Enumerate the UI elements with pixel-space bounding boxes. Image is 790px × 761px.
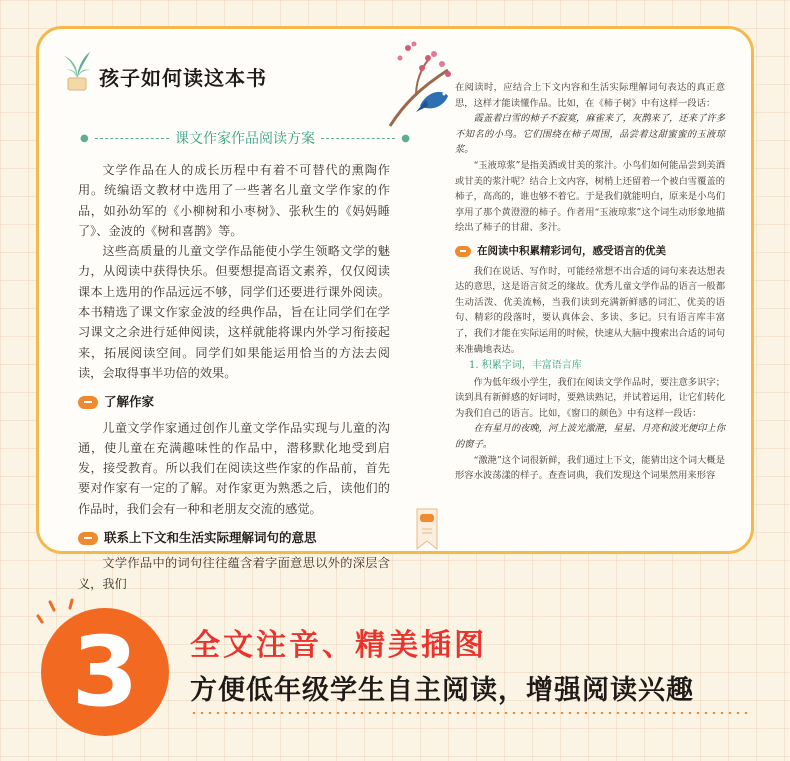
body-paragraph: 作为低年级小学生，我们在阅读文学作品时，要注意多识字；读到具有新鲜感的好词时，要熟读熟记，并试着运用，让它们转化为我们自己的语言。比如，《窗口的颜色》中有这样一段话： <box>455 376 725 419</box>
sub-heading-accumulate <box>455 244 725 260</box>
potted-plant-icon <box>60 48 94 92</box>
sub-heading-text: 联系上下文和生活实际理解词句的意思 <box>104 530 317 546</box>
bookmark-icon <box>414 507 440 551</box>
page-title: 孩子如何读这本书 <box>99 66 267 90</box>
dotted-divider <box>190 712 750 714</box>
sub-heading-text: 在阅读中积累精彩词句，感受语言的优美 <box>477 244 666 257</box>
body-paragraph: 文学作品中的词句往往蕴含着字面意思以外的深层含义，我们 <box>78 556 390 591</box>
feature-subline: 方便低年级学生自主阅读，增强阅读兴趣 <box>190 675 694 706</box>
quote-paragraph: 霞盖着白雪的柿子不寂寞，麻雀来了，灰鹊来了，还来了许多不知名的小鸟。它们围绕在柿子周围，品尝着这甜蜜蜜的玉液琼浆。 <box>455 113 725 156</box>
body-paragraph: “激滟”这个词很新鲜，我们通过上下文，能猜出这个词大概是形容水波荡漾的样子。查查词典，我们发现这个词果然用来形容 <box>455 454 725 482</box>
bird-on-branch-illustration <box>386 40 456 130</box>
body-paragraph: 在阅读时，应结合上下文内容和生活实际理解词句表达的真正意思，这样才能读懂作品。比如，在《柿子树》中有这样一段话： <box>455 82 725 109</box>
sub-heading-text: 了解作家 <box>104 394 155 410</box>
numbered-subheading: 1. 积累字词，丰富语言库 <box>469 360 582 372</box>
sub-heading-context <box>78 528 390 548</box>
right-column <box>455 80 725 484</box>
heading-dot-icon: ● <box>80 132 89 144</box>
body-paragraph: 我们在说话、写作时，可能经常想不出合适的词句来表达想表达的意思，这是语言贫乏的缘故。优秀儿童文学作品的语言一般都生动活泼、优美流畅，当我们读到充满新鲜感的词汇、优美的语句、精彩的段落时，要认真体会、多读、多记。只有语言库丰富了，我们才能在实际运用的时候，快速从大脑中搜索出合适的词句来准确地表达。 <box>455 265 725 355</box>
quote-paragraph: 在有星月的夜晚，河上波光激滟，星星、月亮和波光便印上你的窗子。 <box>455 423 725 451</box>
section-heading <box>80 128 410 148</box>
left-column <box>78 160 390 594</box>
feature-number-badge: 3 <box>41 608 169 736</box>
sub-heading-know-author <box>78 392 390 412</box>
heading-dot-icon: ● <box>401 132 410 144</box>
feature-headline: 全文注音、精美插图 <box>190 628 487 663</box>
body-paragraph: 儿童文学作家通过创作儿童文学作品实现与儿童的沟通，使儿童在充满趣味性的作品中，潜移默化地受到启发，接受教育。所以我们在阅读这些作家的作品前，首先要对作家有一定的了解。对作家更为熟悉之后，读他们的作品时，我们会有一种和老朋友交流的感觉。 <box>78 420 390 516</box>
section-badge-icon <box>78 396 98 409</box>
section-heading-text: 课文作家作品阅读方案 <box>175 131 315 147</box>
heading-divider <box>321 138 395 139</box>
body-paragraph: “玉液琼浆”是指美酒或甘美的浆汁。小鸟们如何能品尝到美酒或甘美的浆汁呢？结合上文内容，树梢上还留着一个被白雪覆盖的柿子，高高的，谁也够不着它。于是我们就能明白，原来是小鸟们享用了那个黄澄澄的柿子。作者用“玉液琼浆”这个词生动形象地描绘出了柿子的甘甜、多汁。 <box>455 159 725 234</box>
section-badge-icon <box>78 532 98 545</box>
body-paragraph: 这些高质量的儿童文学作品能使小学生领略文学的魅力，从阅读中获得快乐。但要想提高语文素养，仅仅阅读课本上选用的作品远远不够，同学们还要进行课外阅读。本书精选了课文作家金波的经典作品，旨在让同学们在学习课文之余进行延伸阅读，这样就能将课内外学习衔接起来，拓展阅读空间。同学们如果能运用恰当的方法去阅读，会取得事半功倍的效果。 <box>78 244 390 380</box>
intro-paragraph: 文学作品在人的成长历程中有着不可替代的熏陶作用。统编语文教材中选用了一些著名儿童文学作家的作品，如孙幼军的《小柳树和小枣树》、张秋生的《妈妈睡了》、金波的《树和喜鹊》等。 <box>78 163 390 238</box>
heading-divider <box>95 138 169 139</box>
section-badge-icon <box>455 246 471 257</box>
